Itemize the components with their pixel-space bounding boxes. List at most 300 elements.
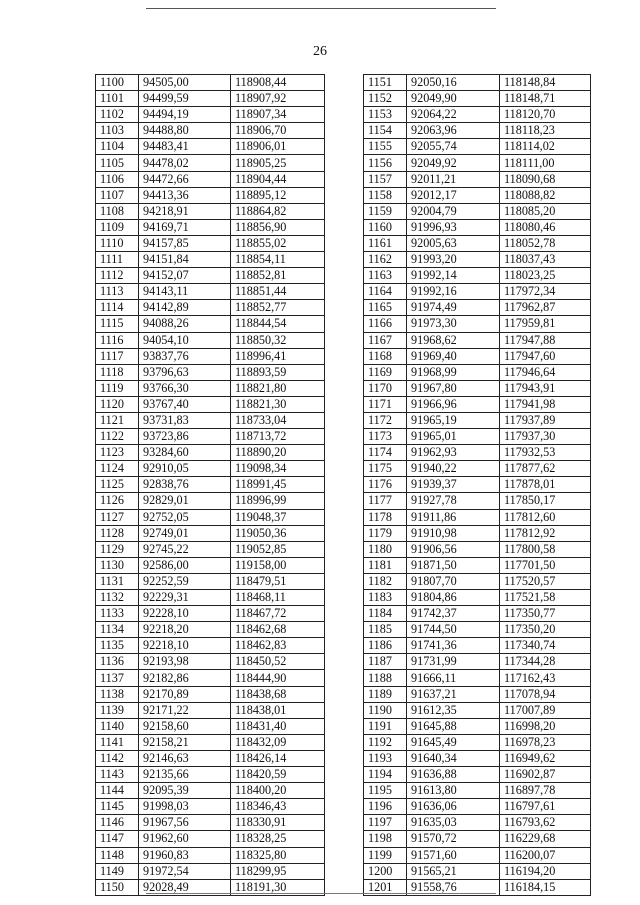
table-row [364,767,591,783]
x-coordinate-cell: 92182,86 [139,670,231,686]
y-coordinate-cell: 118908,44 [231,75,325,91]
y-coordinate-cell: 116797,61 [500,799,591,815]
table-row [364,139,591,155]
point-number-cell: 1194 [364,767,407,783]
point-number-cell: 1129 [96,541,139,557]
coordinate-table-right [363,74,591,896]
x-coordinate-cell: 91635,03 [407,815,500,831]
point-number-cell: 1162 [364,252,407,268]
y-coordinate-cell: 118906,01 [231,139,325,155]
point-number-cell: 1159 [364,203,407,219]
x-coordinate-cell: 94494,19 [139,107,231,123]
table-row [96,525,325,541]
table-row [364,364,591,380]
point-number-cell: 1174 [364,445,407,461]
point-number-cell: 1146 [96,815,139,831]
table-row [96,139,325,155]
y-coordinate-cell: 118468,11 [231,590,325,606]
point-number-cell: 1139 [96,702,139,718]
x-coordinate-cell: 92252,59 [139,573,231,589]
y-coordinate-cell: 118444,90 [231,670,325,686]
x-coordinate-cell: 91967,80 [407,380,500,396]
table-row [96,590,325,606]
table-row [364,187,591,203]
y-coordinate-cell: 118844,54 [231,316,325,332]
x-coordinate-cell: 91962,60 [139,831,231,847]
point-number-cell: 1110 [96,235,139,251]
y-coordinate-cell: 116793,62 [500,815,591,831]
x-coordinate-cell: 92752,05 [139,509,231,525]
table-row [364,300,591,316]
point-number-cell: 1182 [364,573,407,589]
y-coordinate-cell: 118191,30 [231,879,325,895]
y-coordinate-cell: 119048,37 [231,509,325,525]
y-coordinate-cell: 118854,11 [231,252,325,268]
x-coordinate-cell: 92146,63 [139,750,231,766]
table-row [96,799,325,815]
y-coordinate-cell: 118852,81 [231,268,325,284]
point-number-cell: 1161 [364,235,407,251]
table-row [96,606,325,622]
point-number-cell: 1148 [96,847,139,863]
point-number-cell: 1111 [96,252,139,268]
point-number-cell: 1124 [96,461,139,477]
coordinate-table-right-body [364,75,591,896]
table-row [96,815,325,831]
y-coordinate-cell: 116902,87 [500,767,591,783]
table-row [96,219,325,235]
table-row [364,654,591,670]
x-coordinate-cell: 92055,74 [407,139,500,155]
x-coordinate-cell: 91968,99 [407,364,500,380]
y-coordinate-cell: 117947,88 [500,332,591,348]
x-coordinate-cell: 91968,62 [407,332,500,348]
x-coordinate-cell: 94142,89 [139,300,231,316]
table-row [364,75,591,91]
y-coordinate-cell: 118148,84 [500,75,591,91]
x-coordinate-cell: 92193,98 [139,654,231,670]
x-coordinate-cell: 92005,63 [407,235,500,251]
y-coordinate-cell: 117937,30 [500,429,591,445]
point-number-cell: 1157 [364,171,407,187]
point-number-cell: 1141 [96,734,139,750]
table-row [96,155,325,171]
point-number-cell: 1188 [364,670,407,686]
x-coordinate-cell: 92910,05 [139,461,231,477]
point-number-cell: 1135 [96,638,139,654]
point-number-cell: 1117 [96,348,139,364]
y-coordinate-cell: 118996,41 [231,348,325,364]
table-row [96,783,325,799]
x-coordinate-cell: 91731,99 [407,654,500,670]
x-coordinate-cell: 92012,17 [407,187,500,203]
y-coordinate-cell: 118325,80 [231,847,325,863]
coordinate-table-left [95,74,325,896]
table-row [364,799,591,815]
x-coordinate-cell: 91804,86 [407,590,500,606]
x-coordinate-cell: 91613,80 [407,783,500,799]
x-coordinate-cell: 94472,66 [139,171,231,187]
point-number-cell: 1142 [96,750,139,766]
table-row [96,332,325,348]
x-coordinate-cell: 91742,37 [407,606,500,622]
table-row [364,863,591,879]
x-coordinate-cell: 92049,92 [407,155,500,171]
table-row [96,203,325,219]
y-coordinate-cell: 117941,98 [500,396,591,412]
y-coordinate-cell: 116200,07 [500,847,591,863]
x-coordinate-cell: 92011,21 [407,171,500,187]
point-number-cell: 1114 [96,300,139,316]
x-coordinate-cell: 94152,07 [139,268,231,284]
table-row [96,171,325,187]
y-coordinate-cell: 118893,59 [231,364,325,380]
table-row [364,123,591,139]
x-coordinate-cell: 93837,76 [139,348,231,364]
x-coordinate-cell: 92028,49 [139,879,231,895]
point-number-cell: 1169 [364,364,407,380]
y-coordinate-cell: 118052,78 [500,235,591,251]
point-number-cell: 1192 [364,734,407,750]
point-number-cell: 1190 [364,702,407,718]
x-coordinate-cell: 92170,89 [139,686,231,702]
point-number-cell: 1197 [364,815,407,831]
point-number-cell: 1102 [96,107,139,123]
y-coordinate-cell: 118906,70 [231,123,325,139]
point-number-cell: 1154 [364,123,407,139]
point-number-cell: 1113 [96,284,139,300]
y-coordinate-cell: 117812,60 [500,509,591,525]
table-row [96,380,325,396]
point-number-cell: 1150 [96,879,139,895]
table-row [364,525,591,541]
x-coordinate-cell: 92586,00 [139,557,231,573]
y-coordinate-cell: 118996,99 [231,493,325,509]
point-number-cell: 1189 [364,686,407,702]
y-coordinate-cell: 118462,83 [231,638,325,654]
point-number-cell: 1193 [364,750,407,766]
point-number-cell: 1152 [364,91,407,107]
x-coordinate-cell: 91993,20 [407,252,500,268]
y-coordinate-cell: 119098,34 [231,461,325,477]
y-coordinate-cell: 118400,20 [231,783,325,799]
point-number-cell: 1131 [96,573,139,589]
x-coordinate-cell: 91558,76 [407,879,500,895]
x-coordinate-cell: 94054,10 [139,332,231,348]
table-row [96,557,325,573]
table-row [96,654,325,670]
y-coordinate-cell: 116229,68 [500,831,591,847]
x-coordinate-cell: 91571,60 [407,847,500,863]
y-coordinate-cell: 118088,82 [500,187,591,203]
table-row [364,509,591,525]
table-row [364,638,591,654]
table-row [364,702,591,718]
y-coordinate-cell: 116949,62 [500,750,591,766]
y-coordinate-cell: 116978,23 [500,734,591,750]
table-row [364,332,591,348]
x-coordinate-cell: 92229,31 [139,590,231,606]
x-coordinate-cell: 91906,56 [407,541,500,557]
y-coordinate-cell: 118438,01 [231,702,325,718]
y-coordinate-cell: 117800,58 [500,541,591,557]
point-number-cell: 1132 [96,590,139,606]
x-coordinate-cell: 94088,26 [139,316,231,332]
table-row [364,284,591,300]
x-coordinate-cell: 91973,30 [407,316,500,332]
y-coordinate-cell: 118299,95 [231,863,325,879]
point-number-cell: 1201 [364,879,407,895]
point-number-cell: 1181 [364,557,407,573]
x-coordinate-cell: 92135,66 [139,767,231,783]
y-coordinate-cell: 119052,85 [231,541,325,557]
x-coordinate-cell: 91967,56 [139,815,231,831]
point-number-cell: 1178 [364,509,407,525]
point-number-cell: 1195 [364,783,407,799]
x-coordinate-cell: 93723,86 [139,429,231,445]
table-row [96,477,325,493]
point-number-cell: 1133 [96,606,139,622]
point-number-cell: 1184 [364,606,407,622]
x-coordinate-cell: 91969,40 [407,348,500,364]
table-row [364,268,591,284]
y-coordinate-cell: 117078,94 [500,686,591,702]
table-row [96,461,325,477]
point-number-cell: 1167 [364,332,407,348]
point-number-cell: 1163 [364,268,407,284]
y-coordinate-cell: 118851,44 [231,284,325,300]
table-row [364,445,591,461]
point-number-cell: 1180 [364,541,407,557]
point-number-cell: 1158 [364,187,407,203]
table-row [364,847,591,863]
x-coordinate-cell: 91927,78 [407,493,500,509]
x-coordinate-cell: 91965,19 [407,412,500,428]
x-coordinate-cell: 92063,96 [407,123,500,139]
point-number-cell: 1121 [96,412,139,428]
point-number-cell: 1116 [96,332,139,348]
x-coordinate-cell: 91940,22 [407,461,500,477]
y-coordinate-cell: 118346,43 [231,799,325,815]
x-coordinate-cell: 91645,88 [407,718,500,734]
x-coordinate-cell: 91645,49 [407,734,500,750]
x-coordinate-cell: 92095,39 [139,783,231,799]
y-coordinate-cell: 117946,64 [500,364,591,380]
point-number-cell: 1109 [96,219,139,235]
point-number-cell: 1151 [364,75,407,91]
y-coordinate-cell: 118431,40 [231,718,325,734]
y-coordinate-cell: 117340,74 [500,638,591,654]
point-number-cell: 1101 [96,91,139,107]
point-number-cell: 1120 [96,396,139,412]
point-number-cell: 1171 [364,396,407,412]
x-coordinate-cell: 92064,22 [407,107,500,123]
table-row [364,686,591,702]
x-coordinate-cell: 91666,11 [407,670,500,686]
table-row [364,107,591,123]
point-number-cell: 1104 [96,139,139,155]
table-row [96,493,325,509]
point-number-cell: 1153 [364,107,407,123]
point-number-cell: 1107 [96,187,139,203]
point-number-cell: 1126 [96,493,139,509]
table-row [364,155,591,171]
table-row [96,718,325,734]
point-number-cell: 1176 [364,477,407,493]
table-row [96,412,325,428]
table-row [364,477,591,493]
table-row [96,863,325,879]
table-row [364,734,591,750]
x-coordinate-cell: 92171,22 [139,702,231,718]
y-coordinate-cell: 117959,81 [500,316,591,332]
table-row [364,91,591,107]
point-number-cell: 1130 [96,557,139,573]
point-number-cell: 1143 [96,767,139,783]
point-number-cell: 1185 [364,622,407,638]
x-coordinate-cell: 94151,84 [139,252,231,268]
y-coordinate-cell: 118090,68 [500,171,591,187]
x-coordinate-cell: 91972,54 [139,863,231,879]
table-row [96,348,325,364]
x-coordinate-cell: 92158,60 [139,718,231,734]
x-coordinate-cell: 91744,50 [407,622,500,638]
bottom-divider [146,893,496,894]
y-coordinate-cell: 118114,02 [500,139,591,155]
point-number-cell: 1177 [364,493,407,509]
coordinate-table-left-body [96,75,325,896]
y-coordinate-cell: 118850,32 [231,332,325,348]
table-row [364,573,591,589]
page-number: 26 [313,44,327,59]
x-coordinate-cell: 91998,03 [139,799,231,815]
table-row [96,767,325,783]
table-row [96,107,325,123]
table-row [364,493,591,509]
x-coordinate-cell: 91996,93 [407,219,500,235]
y-coordinate-cell: 118450,52 [231,654,325,670]
point-number-cell: 1173 [364,429,407,445]
y-coordinate-cell: 117878,01 [500,477,591,493]
y-coordinate-cell: 118462,68 [231,622,325,638]
point-number-cell: 1156 [364,155,407,171]
table-row [96,541,325,557]
point-number-cell: 1147 [96,831,139,847]
point-number-cell: 1138 [96,686,139,702]
x-coordinate-cell: 94218,91 [139,203,231,219]
table-row [96,252,325,268]
y-coordinate-cell: 118467,72 [231,606,325,622]
y-coordinate-cell: 117877,62 [500,461,591,477]
x-coordinate-cell: 94505,00 [139,75,231,91]
y-coordinate-cell: 117943,91 [500,380,591,396]
y-coordinate-cell: 118733,04 [231,412,325,428]
table-row [96,638,325,654]
y-coordinate-cell: 117350,20 [500,622,591,638]
point-number-cell: 1160 [364,219,407,235]
point-number-cell: 1125 [96,477,139,493]
y-coordinate-cell: 118330,91 [231,815,325,831]
x-coordinate-cell: 92829,01 [139,493,231,509]
table-row [96,509,325,525]
table-row [96,123,325,139]
table-row [364,219,591,235]
x-coordinate-cell: 92838,76 [139,477,231,493]
table-row [364,171,591,187]
table-row [364,203,591,219]
x-coordinate-cell: 93796,63 [139,364,231,380]
x-coordinate-cell: 91636,06 [407,799,500,815]
point-number-cell: 1198 [364,831,407,847]
y-coordinate-cell: 116194,20 [500,863,591,879]
point-number-cell: 1186 [364,638,407,654]
table-row [364,396,591,412]
table-row [96,235,325,251]
x-coordinate-cell: 92049,90 [407,91,500,107]
table-row [96,831,325,847]
table-row [96,750,325,766]
point-number-cell: 1119 [96,380,139,396]
y-coordinate-cell: 117162,43 [500,670,591,686]
table-row [364,252,591,268]
table-row [364,606,591,622]
y-coordinate-cell: 118080,46 [500,219,591,235]
point-number-cell: 1108 [96,203,139,219]
table-row [96,396,325,412]
y-coordinate-cell: 118713,72 [231,429,325,445]
y-coordinate-cell: 119050,36 [231,525,325,541]
y-coordinate-cell: 116184,15 [500,879,591,895]
y-coordinate-cell: 118479,51 [231,573,325,589]
point-number-cell: 1175 [364,461,407,477]
table-row [96,300,325,316]
table-row [96,847,325,863]
table-row [364,235,591,251]
point-number-cell: 1183 [364,590,407,606]
table-row [364,316,591,332]
x-coordinate-cell: 94169,71 [139,219,231,235]
x-coordinate-cell: 92050,16 [407,75,500,91]
x-coordinate-cell: 94499,59 [139,91,231,107]
y-coordinate-cell: 116897,78 [500,783,591,799]
x-coordinate-cell: 91962,93 [407,445,500,461]
table-row [96,429,325,445]
point-number-cell: 1196 [364,799,407,815]
y-coordinate-cell: 118907,34 [231,107,325,123]
table-row [96,91,325,107]
table-row [364,622,591,638]
table-row [364,718,591,734]
y-coordinate-cell: 117007,89 [500,702,591,718]
y-coordinate-cell: 119158,00 [231,557,325,573]
x-coordinate-cell: 91570,72 [407,831,500,847]
x-coordinate-cell: 91807,70 [407,573,500,589]
y-coordinate-cell: 117812,92 [500,525,591,541]
y-coordinate-cell: 118904,44 [231,171,325,187]
y-coordinate-cell: 117947,60 [500,348,591,364]
point-number-cell: 1128 [96,525,139,541]
table-row [364,670,591,686]
point-number-cell: 1136 [96,654,139,670]
point-number-cell: 1112 [96,268,139,284]
table-row [364,557,591,573]
y-coordinate-cell: 118118,23 [500,123,591,139]
y-coordinate-cell: 118432,09 [231,734,325,750]
point-number-cell: 1144 [96,783,139,799]
table-row [364,348,591,364]
x-coordinate-cell: 93766,30 [139,380,231,396]
x-coordinate-cell: 91741,36 [407,638,500,654]
